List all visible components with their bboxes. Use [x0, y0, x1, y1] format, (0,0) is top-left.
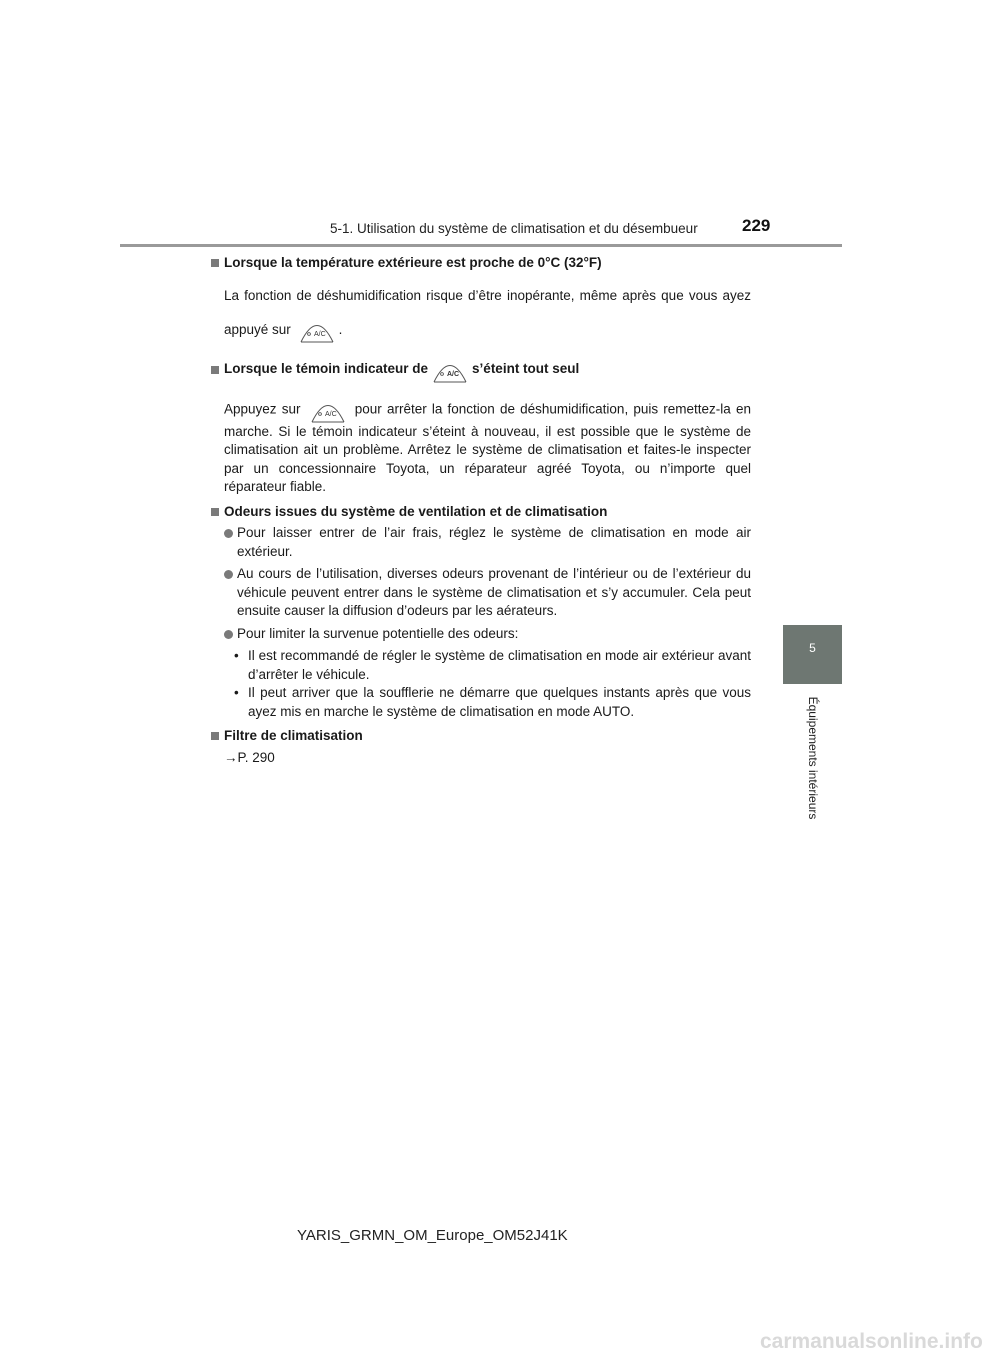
ac-label: A/C [447, 370, 460, 378]
ac-button-icon [432, 357, 468, 383]
ac-button-icon [299, 317, 335, 343]
header-rule [120, 244, 842, 247]
ac-button-icon [310, 397, 346, 423]
section-filter [211, 727, 751, 767]
sub-list-item: • Il est recommandé de régler le système de climatisation en mode air extérieur avant d’arrêter le véhicule. [234, 648, 751, 682]
round-bullet-icon [224, 570, 233, 579]
chapter-number: 5 [809, 641, 816, 655]
section-outside-temperature [211, 254, 751, 347]
ac-label: A/C [313, 330, 326, 338]
section-heading: Odeurs issues du système de ventilation et de climatisation [211, 503, 751, 522]
section-indicator-off [211, 357, 751, 497]
list-item: Pour limiter la survenue potentielle des odeurs: [211, 625, 751, 644]
section-heading: Lorsque la température extérieure est proche de 0°C (32°F) [211, 254, 751, 273]
section-heading: Lorsque le témoin indicateur de A/C s’éteint tout seul [211, 357, 751, 383]
square-bullet-icon [211, 508, 219, 516]
round-bullet-icon [224, 529, 233, 538]
chapter-tab [783, 625, 842, 684]
list-item: Au cours de l’utilisation, diverses odeurs provenant de l’intérieur ou de l’extérieur du véhicule peuvent entrer dans le système de climatisation et s’y accumuler. Cela peut ensuite causer la diffusion d’odeurs par les aérateurs. [211, 565, 751, 621]
page-reference-link[interactable]: →P. 290 [224, 749, 275, 765]
watermark: carmanualsonline.info [760, 1330, 983, 1353]
sub-list-item: • Il peut arriver que la soufflerie ne démarre que quelques instants après que vous ayez mis en marche le système de climatisation en mode AUTO. [234, 685, 751, 719]
main-content [211, 254, 751, 767]
document-code: YARIS_GRMN_OM_Europe_OM52J41K [297, 1227, 568, 1244]
round-bullet-icon [224, 630, 233, 639]
square-bullet-icon [211, 259, 219, 267]
ac-label: A/C [324, 410, 337, 418]
chapter-label: Équipements intérieurs [806, 696, 820, 820]
page-number: 229 [742, 216, 771, 235]
square-bullet-icon [211, 366, 219, 374]
section-odors [211, 503, 751, 722]
section-heading: Filtre de climatisation [211, 727, 751, 746]
section-paragraph: Appuyez sur A/C pour arrêter la fonction de déshumidification, puis remettez-la en marche. Si le témoin indicateur s’éteint à nouveau, il est possible que le système de climatisation ait un problème. Arrêtez le système de climatisation et faites-le inspecter par un concessionnaire Toyota, un réparateur agréé Toyota, ou n’importe quel réparateur fiable. [211, 397, 751, 497]
square-bullet-icon [211, 732, 219, 740]
list-item: Pour laisser entrer de l’air frais, réglez le système de climatisation en mode air extérieur. [211, 524, 751, 561]
section-paragraph: La fonction de déshumidification risque d’être inopérante, même après que vous ayez appuyé sur A/C . [211, 279, 751, 347]
section-title: 5-1. Utilisation du système de climatisation et du désembueur [330, 221, 698, 236]
